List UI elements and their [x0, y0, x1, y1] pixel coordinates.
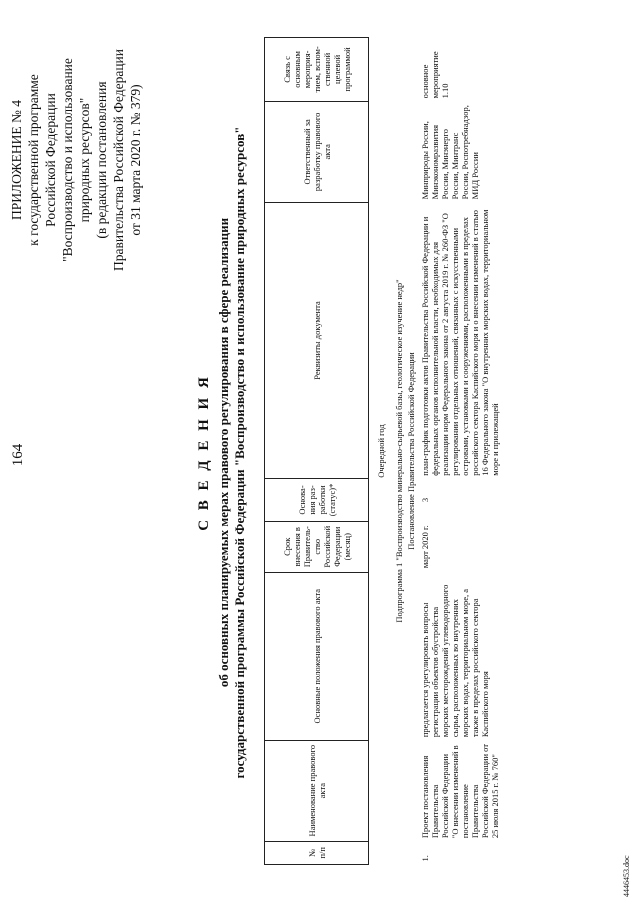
document-title: С В Е Д Е Н И Я	[196, 374, 212, 531]
header-requisites: Реквизиты документа	[265, 202, 369, 478]
header-basis: Основа-ния раз-работки (статус)*	[265, 479, 369, 522]
document-subtitle: государственной программы Российской Федерации "Воспроизводство и использование природных ресурсов"	[232, 126, 247, 779]
row-requisites: план-график подготовки актов Правительства Российской Федерации и федеральных органов исполнительной власти, необходимых для реализации норм Федерального закона от 2 августа 2019 г. № 260-ФЗ "О регулировании отдельных отношений, связанных с искусственными островами, установками и сооружениями, расположенными в пределах российского сектора Каспийского моря и о внесении изменений в статью 16 Федерального закона "О внутренних морских водах, территориальном море и прилежащей	[420, 209, 500, 476]
appendix-line: ПРИЛОЖЕНИЕ № 4	[9, 99, 24, 221]
appendix-line: природных ресурсов"	[77, 97, 92, 223]
header-num: № п/п	[265, 841, 369, 864]
row-link: основное мероприятие 1.10	[420, 51, 450, 99]
row-num: 1.	[420, 855, 430, 862]
table-header-row	[265, 38, 369, 865]
document-subtitle: об основных планируемых мерах правового регулирования в сфере реализации	[216, 217, 231, 688]
table-row	[417, 38, 503, 865]
row-deadline: март 2020 г.	[420, 525, 430, 569]
appendix-line: "Воспроизводство и использование	[60, 58, 75, 262]
appendix-line: Правительства Российской Федерации	[111, 49, 126, 271]
appendix-line: от 31 марта 2020 г. № 379)	[128, 84, 143, 236]
row-responsible: Минприроды России, Минэкономразвития России, Минэнерго России, Минтранс России, Роспотребнадзор, МИД России	[420, 105, 480, 200]
header-responsible: Ответственный за разработку правового акта	[265, 101, 369, 202]
section-subprogram: Подпрограмма 1 "Воспроизводство минерально-сырьевой базы, геологическое изучение недр"	[394, 279, 404, 623]
row-provisions: предлагается урегулировать вопросы регистрации объектов обустройства морских месторождений углеводородного сырья, расположенных во внутренних морских водах, территориальном море, а также в пределах российского сектора Каспийского моря	[420, 584, 490, 738]
document-heading	[196, 0, 248, 905]
section-type: Постановление Правительства Российской Федерации	[406, 352, 416, 550]
appendix-line: (в редакции постановления	[94, 81, 109, 239]
header-deadline: Срок внесения в Правитель-ство Российской Федерации (месяц)	[265, 521, 369, 572]
appendix-line: Российской Федерации	[43, 93, 58, 227]
row-name: Проект постановления Правительства Российской Федерации "О внесении изменений в постановление Правительства Российской Федерации от 25 июля 2015 г. № 760"	[420, 743, 500, 839]
appendix-header	[8, 11, 144, 309]
page-number: 164	[10, 443, 26, 467]
header-provisions: Основные положения правового акта	[265, 572, 369, 740]
file-footer: 4446453.doc	[622, 855, 631, 897]
section-year: Очередной год	[376, 424, 386, 478]
header-name: Наименование правового акта	[265, 740, 369, 841]
header-link: Связь с основным мероприя-тием, вспом-ственной целевой программой	[265, 38, 369, 102]
row-basis: 3	[420, 497, 430, 503]
appendix-line: к государственной программе	[26, 74, 41, 246]
measures-table	[264, 37, 503, 865]
